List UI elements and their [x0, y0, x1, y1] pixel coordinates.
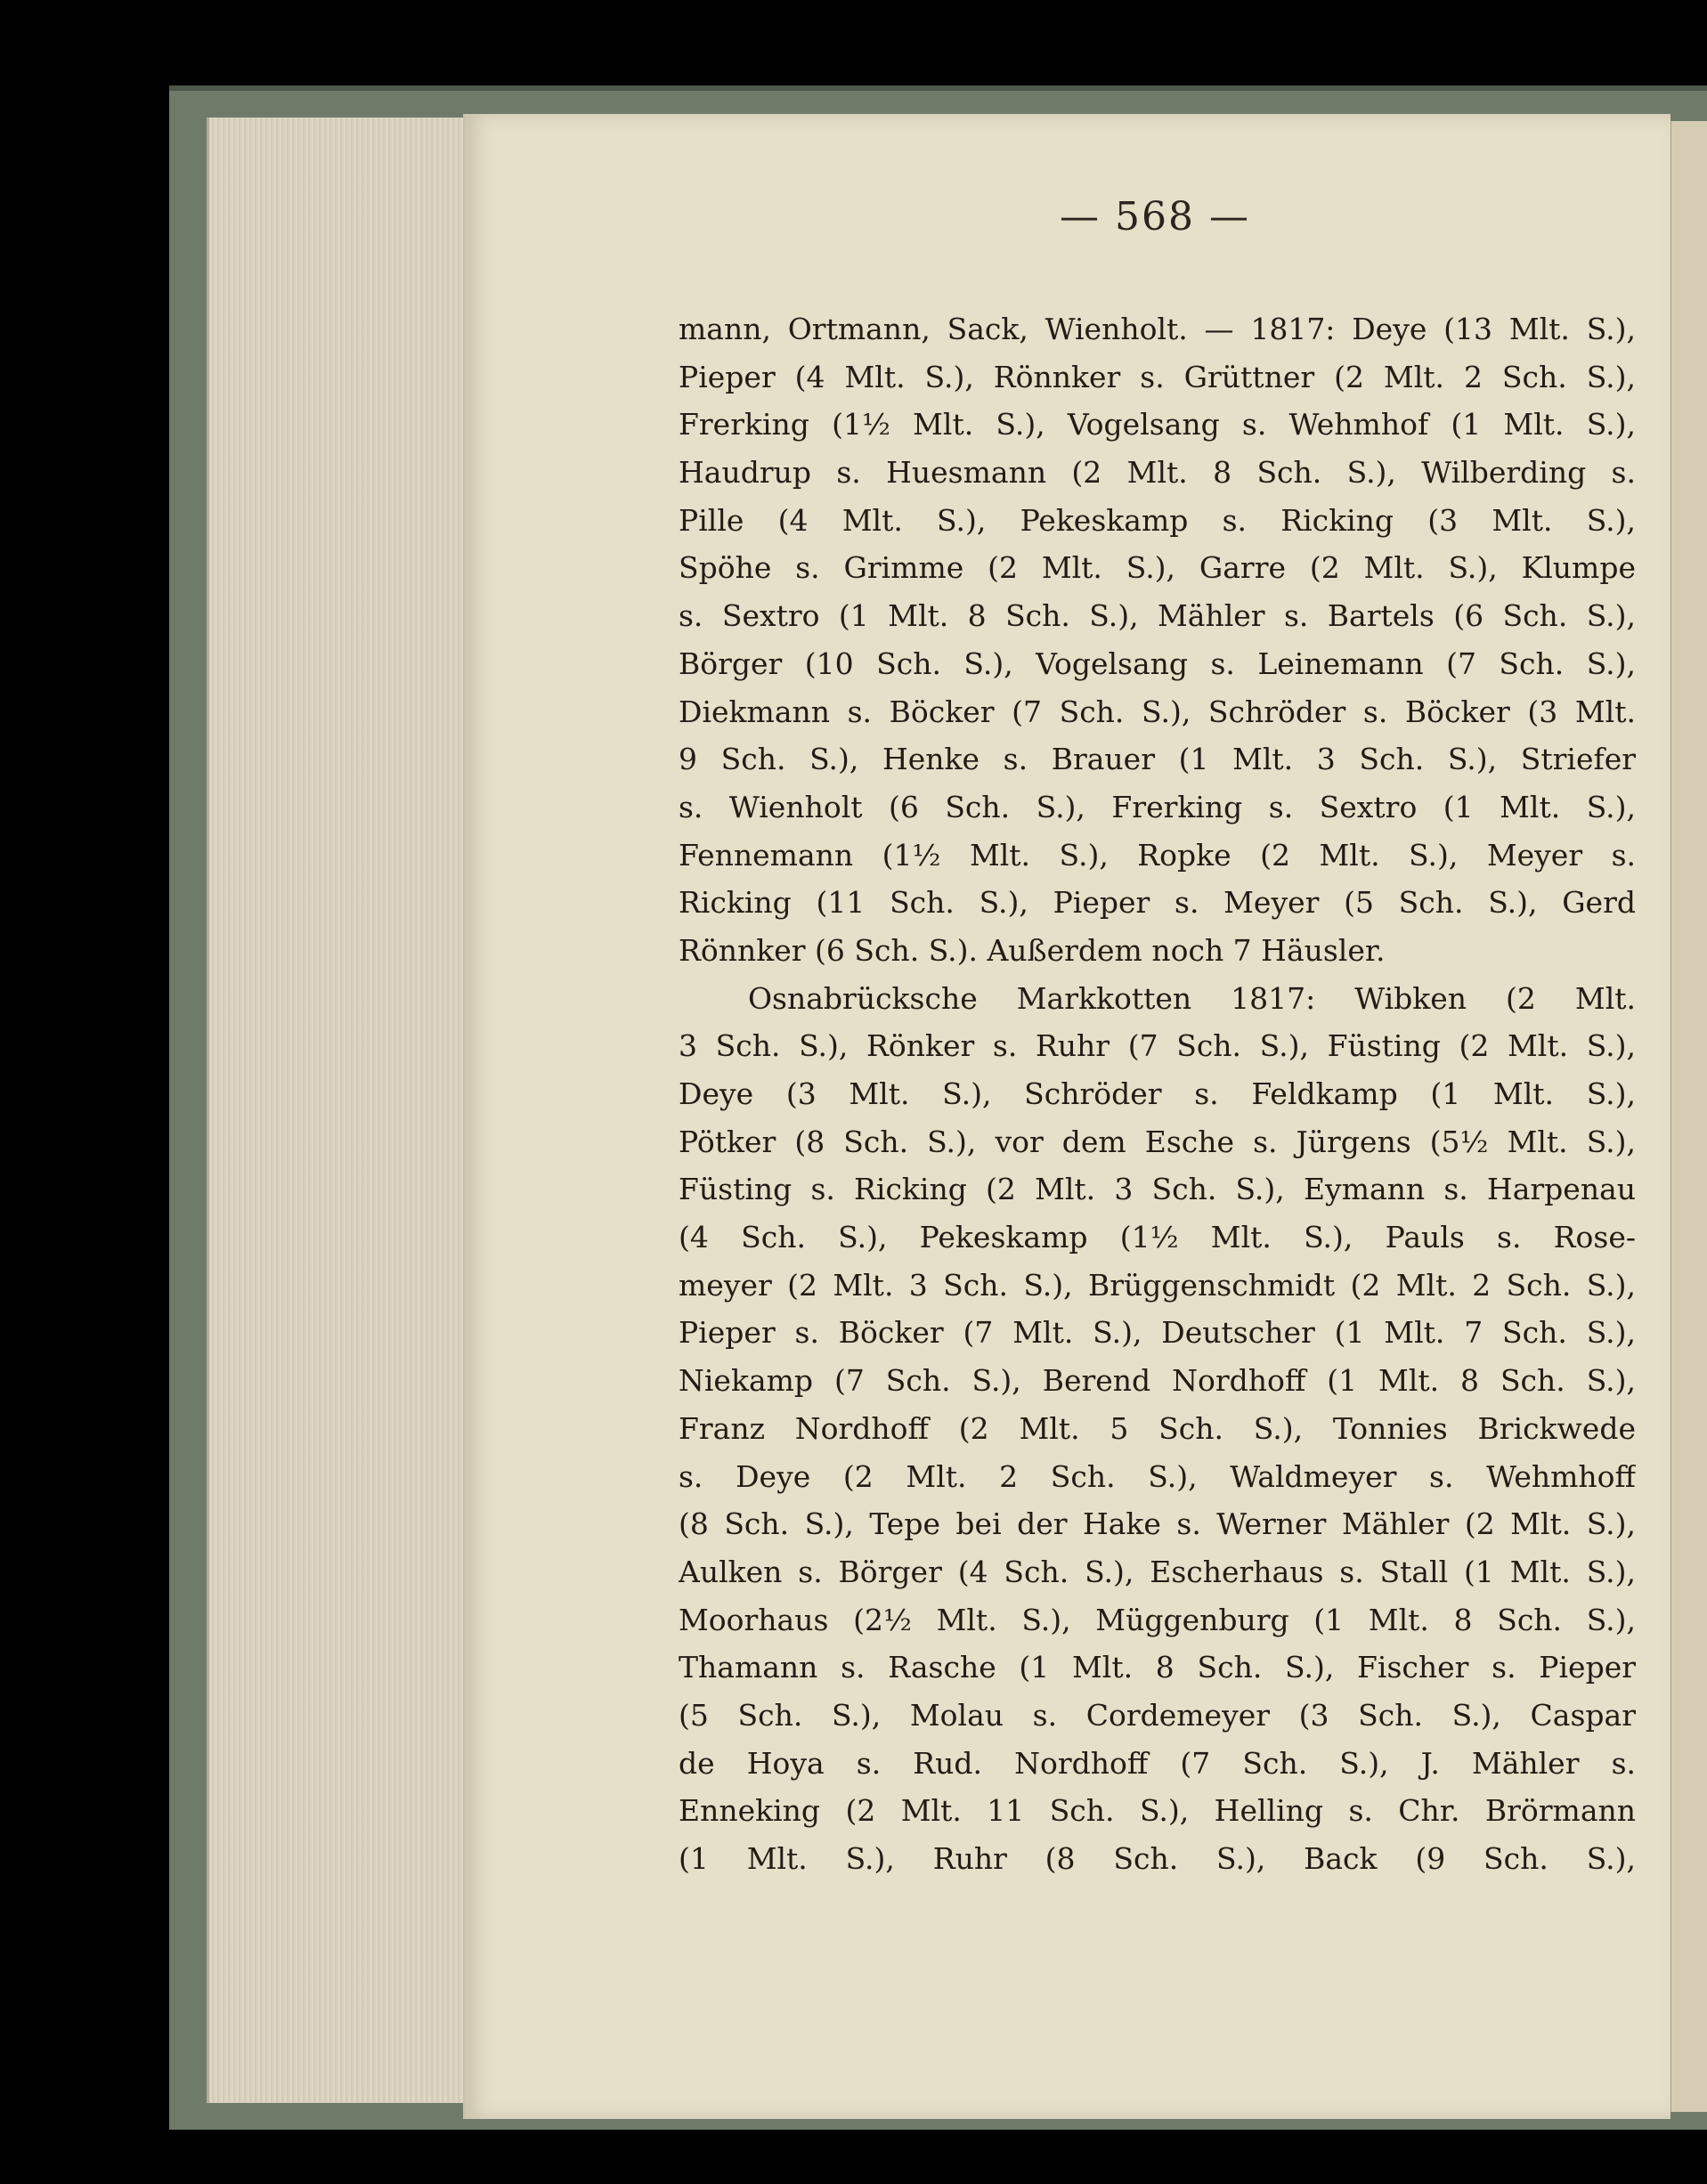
text-line: s. Deye (2 Mlt. 2 Sch. S.), Waldmeyer s. Wehmhoff [679, 1458, 1636, 1494]
text-line: s. Sextro (1 Mlt. 8 Sch. S.), Mähler s. Bartels (6 Sch. S.), [679, 598, 1636, 634]
text-line: meyer (2 Mlt. 3 Sch. S.), Brüggenschmidt (2 Mlt. 2 Sch. S.), [679, 1267, 1636, 1303]
text-line: (5 Sch. S.), Molau s. Cordemeyer (3 Sch. S.), Caspar [679, 1697, 1636, 1733]
text-line: Enneking (2 Mlt. 11 Sch. S.), Helling s. Chr. Brörmann [679, 1793, 1636, 1829]
text-line: Thamann s. Rasche (1 Mlt. 8 Sch. S.), Fischer s. Pieper [679, 1650, 1636, 1685]
text-line: mann, Ortmann, Sack, Wienholt. — 1817: Deye (13 Mlt. S.), [679, 312, 1636, 346]
next-page-edge [1669, 121, 1707, 2112]
text-line: Aulken s. Börger (4 Sch. S.), Escherhaus s. Stall (1 Mlt. S.), [679, 1554, 1636, 1589]
text-line: Spöhe s. Grimme (2 Mlt. S.), Garre (2 Mlt. S.), Klumpe [679, 550, 1636, 586]
text-line: Börger (10 Sch. S.), Vogelsang s. Leinemann (7 Sch. S.), [679, 645, 1636, 681]
text-line: Diekmann s. Böcker (7 Sch. S.), Schröder s. Böcker (3 Mlt. [679, 694, 1636, 729]
text-line: s. Wienholt (6 Sch. S.), Frerking s. Sextro (1 Mlt. S.), [679, 789, 1636, 824]
text-line: 3 Sch. S.), Rönker s. Ruhr (7 Sch. S.), Füsting (2 Mlt. S.), [679, 1028, 1636, 1064]
text-line: Osnabrücksche Markkotten 1817: Wibken (2 Mlt. [748, 980, 1636, 1016]
text-line: (1 Mlt. S.), Ruhr (8 Sch. S.), Back (9 Sch. S.), [679, 1841, 1636, 1876]
text-line: Niekamp (7 Sch. S.), Berend Nordhoff (1 Mlt. 8 Sch. S.), [679, 1363, 1636, 1399]
text-line: Pötker (8 Sch. S.), vor dem Esche s. Jürgens (5½ Mlt. S.), [679, 1124, 1636, 1159]
text-line: de Hoya s. Rud. Nordhoff (7 Sch. S.), J. Mähler s. [679, 1745, 1636, 1781]
text-line: Deye (3 Mlt. S.), Schröder s. Feldkamp (1 Mlt. S.), [679, 1076, 1636, 1111]
text-line: Rönnker (6 Sch. S.). Außerdem noch 7 Häusler. [679, 932, 1386, 968]
text-line: Ricking (11 Sch. S.), Pieper s. Meyer (5 Sch. S.), Gerd [679, 885, 1636, 921]
page-number: — 568 — [1060, 194, 1250, 240]
text-line: Füsting s. Ricking (2 Mlt. 3 Sch. S.), Eymann s. Harpenau [679, 1172, 1636, 1207]
page-block-edges [207, 118, 476, 2103]
text-line: Franz Nordhoff (2 Mlt. 5 Sch. S.), Tonnies Brickwede [679, 1410, 1636, 1446]
text-line: Haudrup s. Huesmann (2 Mlt. 8 Sch. S.), Wilberding s. [679, 455, 1636, 491]
text-line: (4 Sch. S.), Pekeskamp (1½ Mlt. S.), Pauls s. Rose- [679, 1220, 1636, 1255]
text-line: Frerking (1½ Mlt. S.), Vogelsang s. Wehmhof (1 Mlt. S.), [679, 407, 1636, 442]
text-line: (8 Sch. S.), Tepe bei der Hake s. Werner Mähler (2 Mlt. S.), [679, 1506, 1636, 1542]
text-line: 9 Sch. S.), Henke s. Brauer (1 Mlt. 3 Sch. S.), Striefer [679, 742, 1636, 777]
body-text [679, 305, 1636, 1883]
text-line: Moorhaus (2½ Mlt. S.), Müggenburg (1 Mlt. 8 Sch. S.), [679, 1602, 1636, 1637]
text-line: Fennemann (1½ Mlt. S.), Ropke (2 Mlt. S.), Meyer s. [679, 837, 1636, 873]
text-line: Pieper (4 Mlt. S.), Rönnker s. Grüttner (2 Mlt. 2 Sch. S.), [679, 359, 1636, 394]
text-line: Pieper s. Böcker (7 Mlt. S.), Deutscher (1 Mlt. 7 Sch. S.), [679, 1315, 1636, 1351]
text-line: Pille (4 Mlt. S.), Pekeskamp s. Ricking (3 Mlt. S.), [679, 502, 1636, 538]
